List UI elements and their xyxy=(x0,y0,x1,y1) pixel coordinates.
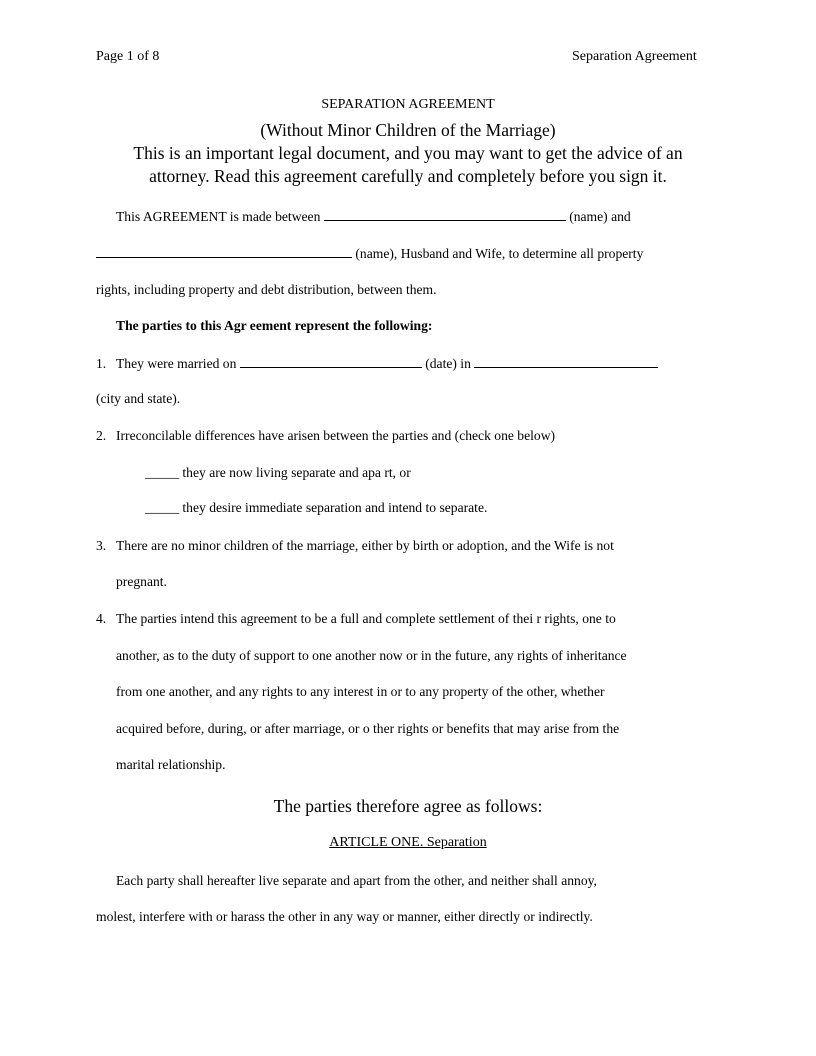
intro-line-1 xyxy=(116,208,631,225)
item-4-line-3: from one another, and any rights to any interest in or to any property of the other, whether xyxy=(116,684,605,699)
item-3 xyxy=(96,538,614,554)
item-4 xyxy=(96,611,616,627)
document-subtitle: (Without Minor Children of the Marriage) xyxy=(260,120,556,140)
item-1 xyxy=(96,355,658,372)
item-text: There are no minor children of the marriage, either by birth or adoption, and the Wife is not xyxy=(116,538,614,553)
item-number: 1. xyxy=(96,356,107,371)
item-4-line-4: acquired before, during, or after marriage, or o ther rights or benefits that may arise from the xyxy=(116,721,620,736)
article-one-line-1: Each party shall hereafter live separate and apart from the other, and neither shall annoy, xyxy=(116,873,597,888)
option-text: they desire immediate separation and intend to separate. xyxy=(182,500,488,515)
item-text: The parties intend this agreement to be a full and complete settlement of thei r rights, one to xyxy=(116,611,616,626)
article-title-text: ARTICLE ONE. Separation xyxy=(329,835,487,850)
name-blank-1[interactable] xyxy=(324,208,566,221)
intro-text: This AGREEMENT is made between xyxy=(116,209,321,224)
warning-line-2: attorney. Read this agreement carefully and completely before you sign it. xyxy=(149,166,667,186)
item-2-option-1[interactable] xyxy=(145,465,411,481)
intro-text: (name), Husband and Wife, to determine all property xyxy=(355,246,644,261)
name-blank-2[interactable] xyxy=(96,245,352,258)
check-blank[interactable]: _____ xyxy=(145,465,179,480)
article-one-line-2: molest, interfere with or harass the other in any way or manner, either directly or indirectly. xyxy=(96,909,593,924)
represent-heading: The parties to this Agr eement represent the following: xyxy=(116,318,433,333)
agree-heading: The parties therefore agree as follows: xyxy=(273,796,543,816)
item-text: (date) in xyxy=(425,356,471,371)
check-blank[interactable]: _____ xyxy=(145,500,179,515)
item-text: They were married on xyxy=(116,356,237,371)
item-1-line-2: (city and state). xyxy=(96,391,181,406)
date-blank[interactable] xyxy=(240,355,422,368)
warning-line-1: This is an important legal document, and you may want to get the advice of an xyxy=(133,143,683,163)
item-number: 4. xyxy=(96,611,107,626)
document-title: SEPARATION AGREEMENT xyxy=(321,97,495,112)
item-2 xyxy=(96,428,555,444)
item-number: 2. xyxy=(96,428,107,443)
page-number: Page 1 of 8 xyxy=(96,49,160,64)
intro-line-2 xyxy=(96,245,643,262)
item-3-line-2: pregnant. xyxy=(116,574,167,589)
item-2-option-2[interactable] xyxy=(145,500,487,516)
item-number: 3. xyxy=(96,538,107,553)
place-blank[interactable] xyxy=(474,355,658,368)
item-4-line-2: another, as to the duty of support to one another now or in the future, any rights of inheritance xyxy=(116,648,627,663)
item-text: Irreconcilable differences have arisen between the parties and (check one below) xyxy=(116,428,556,443)
intro-text: (name) and xyxy=(569,209,631,224)
header-doc-name: Separation Agreement xyxy=(572,49,697,64)
option-text: they are now living separate and apa rt, or xyxy=(182,465,411,480)
intro-line-3: rights, including property and debt distribution, between them. xyxy=(96,282,437,297)
item-4-line-5: marital relationship. xyxy=(116,757,226,772)
article-one-title xyxy=(0,835,816,851)
